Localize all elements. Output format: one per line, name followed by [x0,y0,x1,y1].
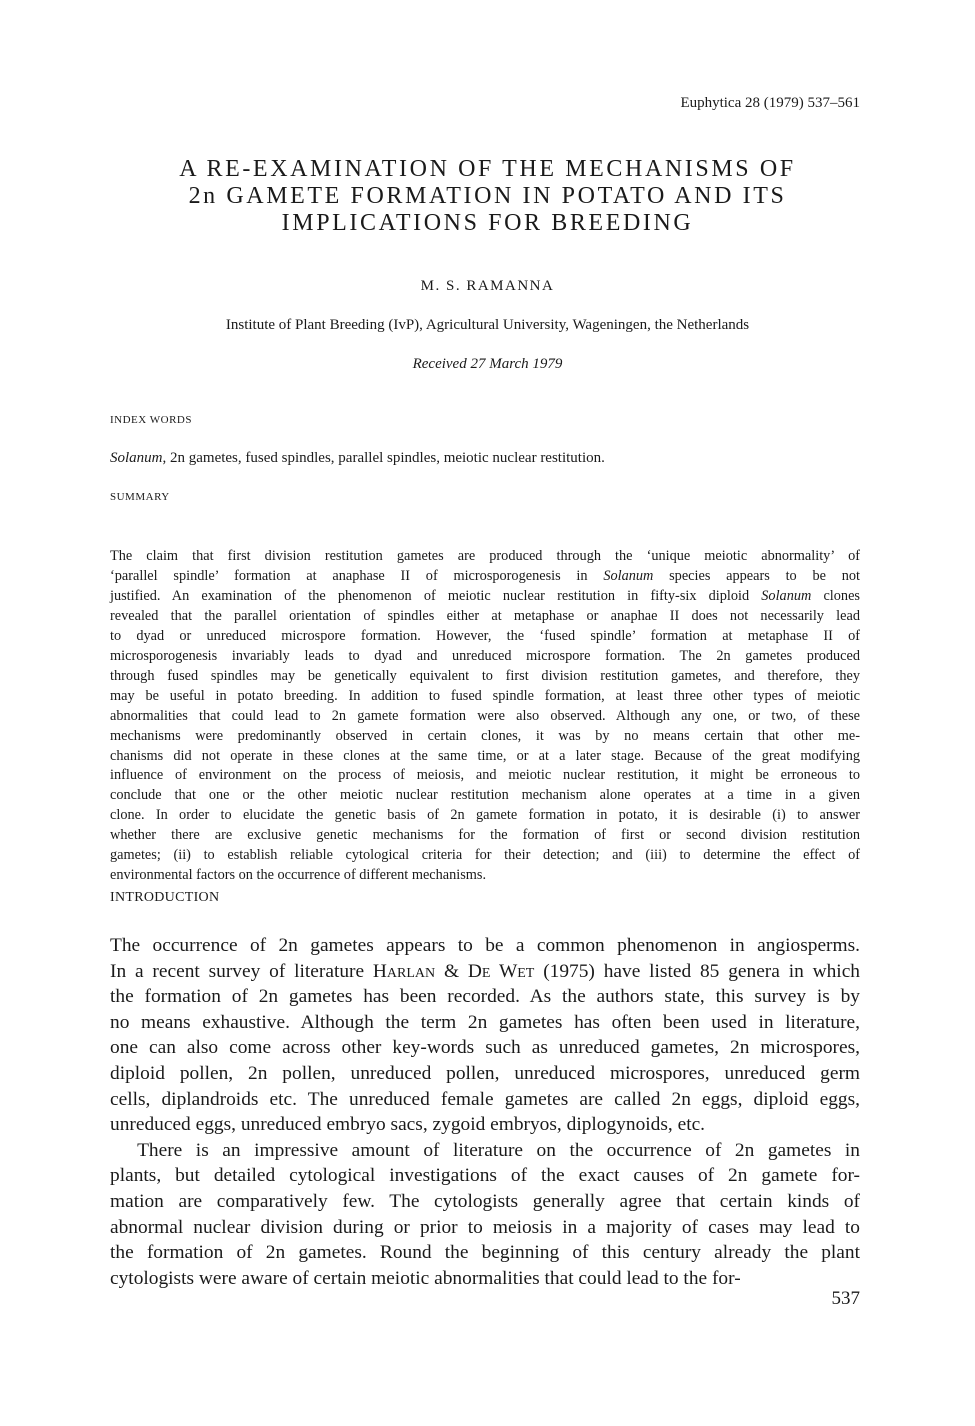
title-line: 2n GAMETE FORMATION IN POTATO AND ITS [188,183,787,209]
affiliation: Institute of Plant Breeding (IvP), Agricultural University, Wageningen, the Netherlands [225,317,750,333]
text-segment: clones [811,587,860,604]
italic-term: Solanum [603,567,654,584]
text-line [110,766,860,786]
text-line [110,866,860,886]
text-line [110,933,860,959]
text-segment: There is an impressive amount of literature on the occurrence of 2n gametes in [110,1139,860,1161]
text-line [110,647,860,667]
text-segment: The occurrence of 2n gametes appears to be a common phenomenon in angiosperms. [110,935,860,956]
text-line [110,1189,860,1215]
text-line [110,826,860,846]
text-line [110,1087,860,1113]
introduction-heading: INTRODUCTION [110,890,220,905]
article-title [0,156,975,237]
text-line [110,1010,860,1036]
text-line [110,1266,860,1292]
text-line [110,607,860,627]
text-segment: revealed that the parallel orientation of spindles either at metaphase or anaphae II does not necessarily lead [110,607,860,624]
text-segment: (1975) have listed 85 genera in which [534,960,861,982]
text-line [110,667,860,687]
text-line [110,587,860,607]
text-segment: abnormal nuclear division during or prior to meiosis in a majority of cases may lead to [110,1216,860,1238]
text-segment: In a recent survey of literature [110,960,373,982]
text-segment: diploid pollen, 2n pollen, unreduced pollen, unreduced microspores, unreduced germ [110,1062,860,1084]
text-segment: whether there are exclusive genetic mechanisms for the formation of first or second division restitution [110,827,860,844]
text-segment: abnormalities that could lead to 2n gamete formation were also observed. Although any one, or two, of these [110,707,860,724]
text-segment: may be useful in potato breeding. In addition to fused spindle formation, at least three other types of meiotic [110,687,860,704]
text-segment: unreduced eggs, unreduced embryo sacs, zygoid embryos, diplogynoids, etc. [110,1114,706,1136]
text-line [110,1035,860,1061]
author-citation: Harlan [372,960,436,982]
introduction-text [110,933,860,1291]
text-line [110,1215,860,1241]
text-line [110,984,860,1010]
author-citation: De Wet [467,960,535,982]
received-date: Received 27 March 1979 [412,356,563,372]
text-line [110,806,860,826]
text-segment: one can also come across other key-words such as unreduced gametes, 2n microspores, [110,1037,860,1059]
text-line [110,567,860,587]
journal-reference: Euphytica 28 (1979) 537–561 [680,95,860,111]
summary-text [110,547,860,886]
text-line [110,1061,860,1087]
italic-term: Solanum [761,587,812,604]
text-line [110,846,860,866]
text-line [110,747,860,767]
summary-heading: SUMMARY [110,491,170,503]
text-segment: to dyad or unreduced microspore formation. However, the ‘fused spindle’ formation at metaphase II of [110,627,860,644]
text-segment: mation are comparatively few. The cytologists generally agree that certain kinds of [110,1190,860,1212]
text-segment: species appears to be not [653,567,860,584]
author: M. S. RAMANNA [420,278,555,294]
index-words-heading: INDEX WORDS [110,414,192,426]
text-segment: no means exhaustive. Although the term 2n gametes has often been used in literature, [110,1011,860,1033]
text-line [110,959,860,985]
text-segment: influence of environment on the process of meiosis, and meiotic nuclear restitution, it might be erroneous to [110,767,860,784]
text-segment: & [435,960,468,982]
text-segment: The claim that first division restitution gametes are produced through the ‘unique meiotic abnormality’ of [110,548,860,564]
text-segment: cytologists were aware of certain meiotic abnormalities that could lead to the for- [110,1267,741,1289]
italic-term: Solanum [110,450,163,466]
page-number: 537 [831,1288,860,1309]
text-segment: the formation of 2n gametes has been recorded. As the authors state, this survey is by [110,986,860,1008]
text-segment: the formation of 2n gametes. Round the beginning of this century already the plant [110,1242,860,1264]
text-segment: through fused spindles may be genetically equivalent to first division restitution gametes, and therefore, they [110,667,860,684]
keywords [110,450,605,467]
text-segment: clone. In order to elucidate the genetic basis of 2n gamete formation in potato, it is desirable (i) to answer [110,807,860,824]
text-line [110,1240,860,1266]
title-line: IMPLICATIONS FOR BREEDING [281,210,694,236]
text-segment: , 2n gametes, fused spindles, parallel spindles, meiotic nuclear restitution. [162,450,605,466]
text-line [110,547,860,567]
text-line [110,707,860,727]
text-line [110,1112,860,1138]
text-segment: environmental factors on the occurrence of different mechanisms. [110,867,487,884]
text-segment: justified. An examination of the phenomenon of meiotic nuclear restitution in fifty-six diploid [110,587,762,604]
text-segment: gametes; (ii) to establish reliable cytological criteria for their detection; and (iii) to determine the effect of [110,847,860,864]
text-segment: plants, but detailed cytological investigations of the exact causes of 2n gamete for- [110,1165,860,1187]
text-line [110,727,860,747]
text-line [110,627,860,647]
text-segment: chanisms did not operate in these clones at the same time, or at a later stage. Because of the great modifying [110,747,860,764]
text-segment: ‘parallel spindle’ formation at anaphase II of microsporogenesis in [110,567,604,584]
text-line [110,1138,860,1164]
title-line: A RE-EXAMINATION OF THE MECHANISMS OF [179,156,796,182]
text-segment: conclude that one or the other meiotic nuclear restitution mechanism alone operates at a time in a given [110,787,860,804]
text-segment: cells, diplandroids etc. The unreduced female gametes are called 2n eggs, diploid eggs, [110,1088,860,1110]
text-line [110,786,860,806]
text-line [110,687,860,707]
text-segment: microsporogenesis invariably leads to dyad and unreduced microspore formation. The 2n gametes produced [110,647,860,664]
text-line [110,1163,860,1189]
text-segment: mechanisms were predominantly observed in certain clones, it was by no means certain that other me- [110,727,860,744]
